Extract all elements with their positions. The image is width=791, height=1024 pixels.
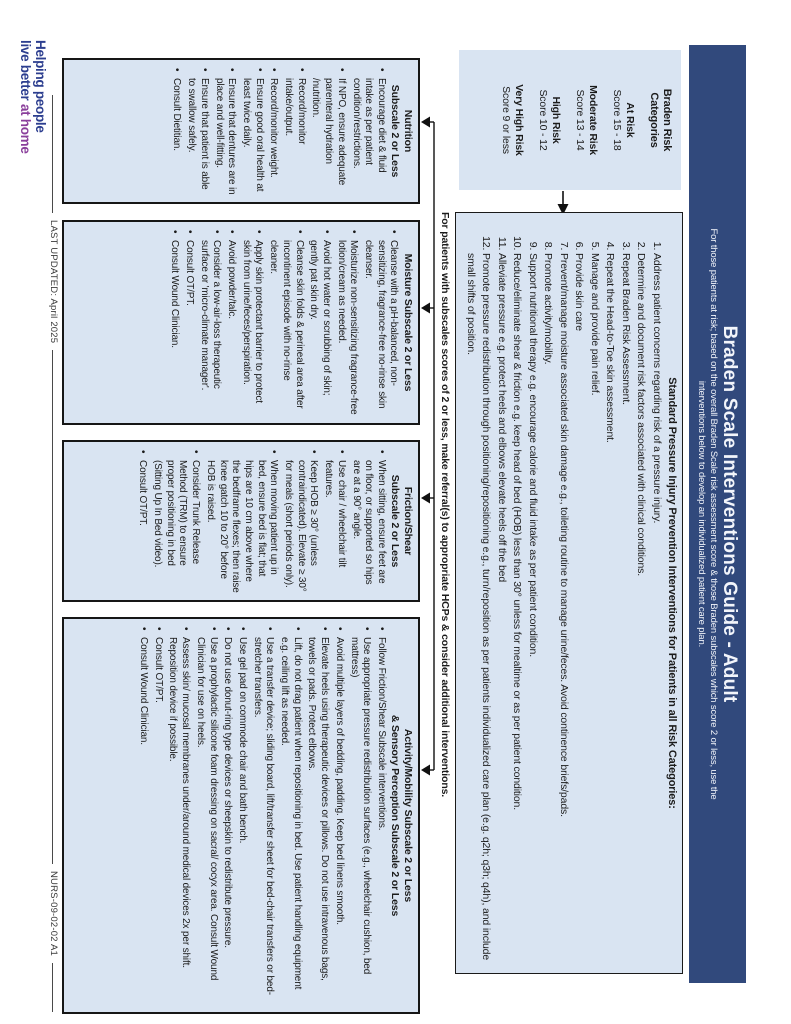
bullet-item: • Use a transfer device; sliding board, lift/transfer sheet for bed-chair transfers or bed-stretcher transfers. [250,626,275,1005]
bullet-item: • Use chair / wheelchair tilt features. [321,449,346,593]
bullet-item: • Cleanse with a pH-balanced, non-sensitizing, fragrance-free no-rinse skin cleanser. [361,229,399,416]
braden-risk-categories-box [459,50,681,190]
bullet-item: • When sitting, ensure feet are on floor, or supported so hips are at a 90° angle. [349,449,387,593]
intervention-item: 5. Manage and provide pain relief. [587,253,603,963]
risk-score-range: Score 13 - 14 [574,89,586,151]
moisture-box-title [402,229,415,416]
arrow-down-icon [421,765,434,776]
bullet-item: • When moving patient up in bed, ensure bed is flat; that hips are 10 cm above where the bedframe flexes; then raise knee gatch 10 to 20° before HOB is raised. [203,449,279,593]
intervention-item: 9. Support nutritional therapy e.g. encourage calorie and fluid intake as per patient condition. [525,253,541,963]
bullet-item: • If NPO, ensure adequate parenteral hydration /nutrition. [309,67,347,195]
bullet-item: • Use a prophylactic silicone foam dressing on sacral/ cocyx area. Consult Wound Clinician for use on heels. [193,626,218,1005]
logo-line2 [18,40,33,154]
intervention-item: 7. Prevent/manage moisture associated skin damage e.g., toileting routine to manage urine/feces. Avoid continence briefs/pads. [556,253,572,963]
risk-level-label: Very High Risk [513,84,525,156]
last-updated-text: LAST UPDATED: April 2025 [46,213,60,350]
bullet-item: • Record/monitor intake/output. [281,67,306,195]
activity-mobility-subscale-box [62,617,420,1014]
logo-line2-purple: at home [18,103,33,154]
intervention-item: 8. Promote activity/mobility. [540,253,556,963]
bullet-item: • Avoid hot water or scrubbing of skin; gently pat skin dry. [307,229,332,416]
friction-shear-box-title [389,449,414,593]
risk-level-label: High Risk [550,96,562,144]
risk-category-row [499,50,525,190]
page-subtitle-line1: For those patients at risk; based on the overall Braden Scale risk assessment score & those Braden subscales which score 2 or less, use the [708,228,719,800]
bullet-item: • Record/monitor weight. [267,67,280,195]
intervention-item: 3. Repeat Braden Risk Assessment. [618,253,634,963]
bullet-item: • Ensure that patient is able to swallow safely. [184,67,209,195]
box-title-line: Activity/Mobility Subscale 2 or Less [402,728,414,903]
arrow-down-icon [421,493,434,504]
nutrition-subscale-box [62,58,420,204]
activity-mobility-bullet-list [136,626,387,1005]
intervention-item: 1. Address patient concerns regarding risk of a pressure injury. [649,253,665,963]
bullet-item: • Consult OT/PT. [182,229,195,416]
risk-level-label: Moderate Risk [587,85,599,155]
arrow-down-icon [421,117,434,128]
intervention-item: 11. Alleviate pressure e.g. protect heels and elbows elevate heels off the bed [494,253,510,963]
standard-interventions-list [463,223,665,963]
bullet-item: • Consult Dietitian. [170,67,183,195]
von-logo [18,40,48,154]
nutrition-bullet-list [170,67,387,195]
arrow-down-icon [421,303,434,314]
box-title-line: Moisture Subscale 2 or Less [402,253,414,392]
bullet-item: • Use appropriate pressure redistribution surfaces (e.g., wheelchair cushion, bed mattress) [347,626,372,1005]
bullet-item: • Consult OT/PT. [151,626,164,1005]
logo-line2-blue: live better [18,40,33,101]
risk-score-range: Score 10 - 12 [537,89,549,151]
bullet-item: • Ensure that dentures are in place and well-fitting. [212,67,237,195]
intervention-item: 4. Repeat the Head-to-Toe skin assessment. [602,253,618,963]
moisture-bullet-list [168,229,400,416]
bullet-item: • Encourage diet & fluid intake as per patient condition/restrictions. [349,67,387,195]
intervention-item: 10. Reduce/eliminate shear & friction e.g. keep head of bed (HOB) less than 30° unless for mealtime or as per patient condition. [509,253,525,963]
box-title-line: Subscale 2 or Less [389,474,402,568]
risk-categories-title: Braden Risk Categories [648,88,673,152]
bullet-item: • Keep HOB ≥ 30° (unless contraindicated). Elevate ≥ 30° for meals (short periods only). [281,449,319,593]
standard-interventions-heading: Standard Pressure Injury Prevention Interventions for Patients in all Risk Categories: [666,377,678,809]
risk-category-row [573,50,599,190]
bullet-item: • Moisturize non-sensitizing fragrance-free lotion/cream as needed. [334,229,359,416]
risk-score-range: Score 9 or less [500,86,512,154]
intervention-item: 12. Promote pressure redistribution through positioning/repositioning e.g., turn/reposition as per patients individualized care plan (e.g. q2h; q3h; q4h), and include small shifts of position. [463,253,494,963]
document-header [689,45,746,983]
logo-line1: Helping people [33,40,48,133]
document-code: NURS-09-02-02 A1 [46,864,60,963]
bullet-item: • Avoid multiple layers of bedding, padding. Keep bed linens smooth. [332,626,345,1005]
bullet-item: • Elevate heels using therapeutic devices or pillows. Do not use intravenous bags, towels or pads. Protect elbows. [305,626,330,1005]
bullet-item: • Follow Friction/Shear Subscale interventions. [374,626,387,1005]
risk-level-label: At Risk [624,102,636,138]
bullet-item: • Consider Trunk Release Method (TRM) to ensure proper positioning in bed (Sitting Up In Bed video). [150,449,201,593]
bullet-item: • Do not use donut-ring type devices or sheepskin to redistribute pressure. [221,626,234,1005]
bullet-item: • Consult Wound Clinician. [168,229,181,416]
moisture-subscale-box [62,220,420,425]
bullet-item: • Consult OT/PT. [136,449,149,593]
risk-category-row [536,50,562,190]
intervention-item: 2. Determine and document risk factors associated with clinical conditions. [633,253,649,963]
risk-category-row [610,50,636,190]
page-title: Braden Scale Interventions Guide - Adult [719,325,740,703]
bullet-item: • Lift, do not drag patient when repositioning in bed. Use patient handling equipment e.g. ceiling lift as needed. [277,626,302,1005]
bullet-item: • Avoid powder/talc. [224,229,237,416]
box-title-line: Nutrition [402,109,414,153]
page-subtitle-line2: interventions below to develop an individualized patient care plan. [696,380,707,648]
bullet-item: • Consider a low-air-loss therapeutic surface or 'micro-climate manager'. [197,229,222,416]
bullet-item: • Consult Wound Clinician. [136,626,149,1005]
referral-note: For patients with subscales scores of 2 or less, make referral(s) to appropriate HCPs & consider additional interventions. [439,212,451,798]
bullet-item: • Use gel pad on commode chair and bath bench. [235,626,248,1005]
activity-mobility-box-title [389,626,414,1005]
box-title-line: Friction/Shear [402,486,414,556]
bullet-item: • Apply skin protectant barrier to protect skin from urine/feces/perspiration. [239,229,264,416]
intervention-item: 6. Provide skin care [571,253,587,963]
standard-interventions-box [455,212,683,974]
box-title-line: & Sensory Perception Subscale 2 or Less [389,714,402,917]
bullet-item: • Ensure good oral health at least twice daily. [239,67,264,195]
risk-categories-list [499,50,636,190]
friction-shear-bullet-list [136,449,387,593]
bullet-item: • Cleanse skin folds & perineal area after incontinent episode with no-rinse cleaner. [266,229,304,416]
friction-shear-subscale-box [62,440,420,602]
bullet-item: • Assess skin/ mucosal membranes under/around medical devices 2x per shift. Reposition device if possible. [166,626,191,1005]
box-title-line: Subscale 2 or Less [389,84,402,178]
nutrition-box-title [389,67,414,195]
risk-score-range: Score 15 - 18 [611,89,623,151]
